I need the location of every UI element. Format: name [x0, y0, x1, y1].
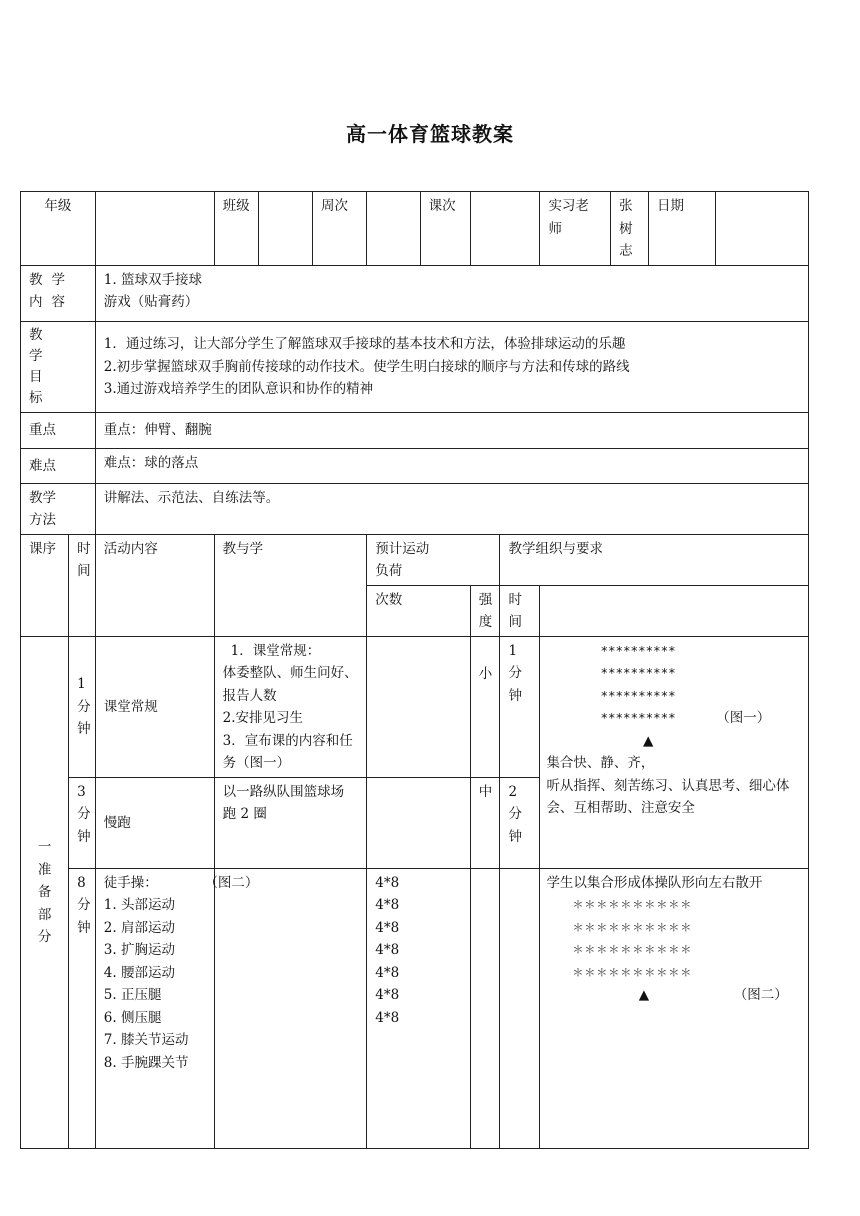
content-line: 游戏（贴膏药）: [103, 294, 199, 310]
row1-teaching-line: 体委整队、师生问好、: [222, 665, 358, 681]
count-item: 4*8: [375, 964, 400, 981]
exercise-item: 3. 扩胸运动: [103, 942, 175, 958]
org1-cell: [540, 636, 809, 868]
lesson-value: [470, 192, 540, 266]
page-title: 高一体育篮球教案: [346, 122, 514, 146]
exercise-item: 8. 手腕踝关节: [103, 1054, 189, 1071]
row1-teaching-line: 报告人数: [222, 687, 277, 704]
method-label-text: 教学方法: [29, 489, 56, 528]
org1-stars: **********: [600, 642, 676, 658]
count-item: 4*8: [375, 1009, 400, 1026]
row2-time-text: 3分钟: [77, 783, 91, 845]
count-item: 4*8: [375, 919, 400, 936]
col-load-text: 预计运动负荷: [375, 540, 430, 579]
key-point-value: 重点：伸臂、翻腕: [95, 412, 808, 448]
objective-line: 1．通过练习，让大部分学生了解篮球双手接球的基本技术和方法，体验排球运动的乐趣: [103, 336, 626, 353]
difficulty-label: 难点: [21, 448, 96, 483]
row2-intensity: 中: [470, 777, 500, 868]
row2-load-time: [500, 777, 540, 868]
row3-count: [367, 868, 470, 1148]
col-org-blank: [540, 585, 809, 636]
week-label: 周次: [313, 192, 367, 266]
col-count: 次数: [367, 585, 470, 636]
objectives-label-text: 教学目标: [29, 326, 43, 406]
org1-triangle-icon: ▲: [643, 732, 654, 749]
col-teaching: 教与学: [214, 534, 367, 636]
exercise-item: 5. 正压腿: [103, 987, 162, 1003]
count-item: 4*8: [375, 897, 400, 913]
section-label-text: 一准备部分: [37, 839, 52, 946]
objective-line: 3.通过游戏培养学生的团队意识和协作的精神: [103, 381, 374, 398]
row1-time-text: 1分钟: [77, 676, 91, 738]
content-label: 教学内容: [21, 265, 96, 321]
row3-load-time: [500, 868, 540, 1148]
objectives-label: [21, 321, 96, 412]
row1-load-time-text: 1分钟: [508, 642, 522, 704]
content-value: [95, 265, 808, 321]
org2-cell: [540, 868, 809, 1148]
row1-teaching: [214, 636, 367, 777]
row3-figure-label: （图二）: [204, 874, 259, 891]
class-label: 班级: [214, 192, 258, 266]
objective-line: 2.初步掌握篮球双手胸前传接球的动作技术。使学生明白接球的顺序与方法和传球的路线: [103, 358, 630, 375]
row3-teaching: [214, 868, 367, 1148]
teacher-value: 张树志: [611, 192, 649, 266]
col-intensity-text: 强度: [478, 591, 493, 630]
row1-time: [69, 636, 96, 777]
lesson-label: 课次: [420, 192, 470, 266]
row2-teaching-line: 跑 2 圈: [222, 806, 267, 822]
row2-teaching-line: 以一路纵队围篮球场: [222, 783, 345, 800]
row3-activity-title: 徒手操：: [103, 874, 158, 891]
date-label: 日期: [649, 192, 716, 266]
count-item: 4*8: [375, 987, 400, 1003]
key-point-label: 重点: [21, 412, 96, 448]
org2-stars: ＊＊＊＊＊＊＊＊＊＊: [572, 898, 693, 911]
org1-text: 集合快、静、齐，: [546, 755, 655, 771]
row1-teaching-line: 1．课堂常规：: [230, 642, 321, 659]
row1-teaching-line: 2.安排见习生: [222, 710, 304, 726]
col-activity: 活动内容: [95, 534, 214, 636]
org2-triangle-icon: ▲: [638, 987, 650, 1003]
col-org: 教学组织与要求: [500, 534, 809, 585]
row1-count: [367, 636, 470, 777]
difficulty-value: 难点：球的落点: [95, 448, 808, 483]
org2-stars: ＊＊＊＊＊＊＊＊＊＊: [572, 943, 693, 956]
org2-intro: 学生以集合形成体操队形向左右散开: [546, 874, 763, 891]
teacher-label: 实习老师: [540, 192, 611, 266]
col-load: [367, 534, 500, 585]
exercise-item: 7. 膝关节运动: [103, 1032, 189, 1048]
col-intensity: [470, 585, 500, 636]
col-time: [69, 534, 96, 636]
count-item: 4*8: [375, 874, 400, 891]
method-label: [21, 483, 96, 534]
content-line: 1. 篮球双手接球: [103, 271, 202, 288]
exercise-item: 6. 侧压腿: [103, 1009, 162, 1026]
exercise-item: 1. 头部运动: [103, 897, 175, 913]
col-load-time-text: 时间: [508, 591, 522, 630]
row3-intensity: [470, 868, 500, 1148]
row2-time: [69, 777, 96, 868]
row1-intensity-text: 小: [478, 665, 493, 682]
method-value: 讲解法、示范法、自练法等。: [95, 483, 808, 534]
exercise-item: 4. 腰部运动: [103, 964, 175, 981]
row1-load-time: [500, 636, 540, 777]
objectives-value: [95, 321, 808, 412]
org2-stars: ＊＊＊＊＊＊＊＊＊＊: [572, 920, 693, 934]
exercise-item: 2. 肩部运动: [103, 919, 175, 936]
date-value: [715, 192, 808, 266]
row3-activity: [95, 868, 259, 1148]
org2-figure-label: （图二）: [733, 987, 788, 1003]
org1-stars: **********: [600, 710, 676, 725]
row2-teaching: [214, 777, 367, 868]
lesson-plan-table: [20, 191, 809, 1149]
org1-stars: **********: [600, 665, 676, 680]
section-label: [21, 636, 69, 1148]
count-item: 4*8: [375, 942, 400, 958]
grade-label: 年级: [21, 192, 96, 266]
grade-value: [95, 192, 214, 266]
row2-activity: 慢跑: [95, 777, 214, 868]
row3-time-text: 8分钟: [77, 874, 91, 936]
row1-activity: 课堂常规: [95, 636, 214, 777]
org1-stars: **********: [600, 687, 676, 703]
org1-text: 听从指挥、刻苦练习、认真思考、细心体会、互相帮助、注意安全: [546, 777, 790, 816]
row1-teaching-line: 3．宣布课的内容和任务（图一）: [222, 732, 353, 771]
row2-load-time-text: 2分钟: [508, 783, 522, 845]
row2-count: [367, 777, 470, 868]
class-value: [258, 192, 312, 266]
week-value: [367, 192, 420, 266]
row1-intensity: [470, 636, 500, 777]
col-time-text: 时间: [77, 540, 91, 579]
col-order: 课序: [21, 534, 69, 636]
org1-figure-label: （图一）: [716, 710, 771, 726]
org2-stars: ＊＊＊＊＊＊＊＊＊＊: [572, 965, 693, 979]
col-load-time: [500, 585, 540, 636]
row3-time: [69, 868, 96, 1148]
